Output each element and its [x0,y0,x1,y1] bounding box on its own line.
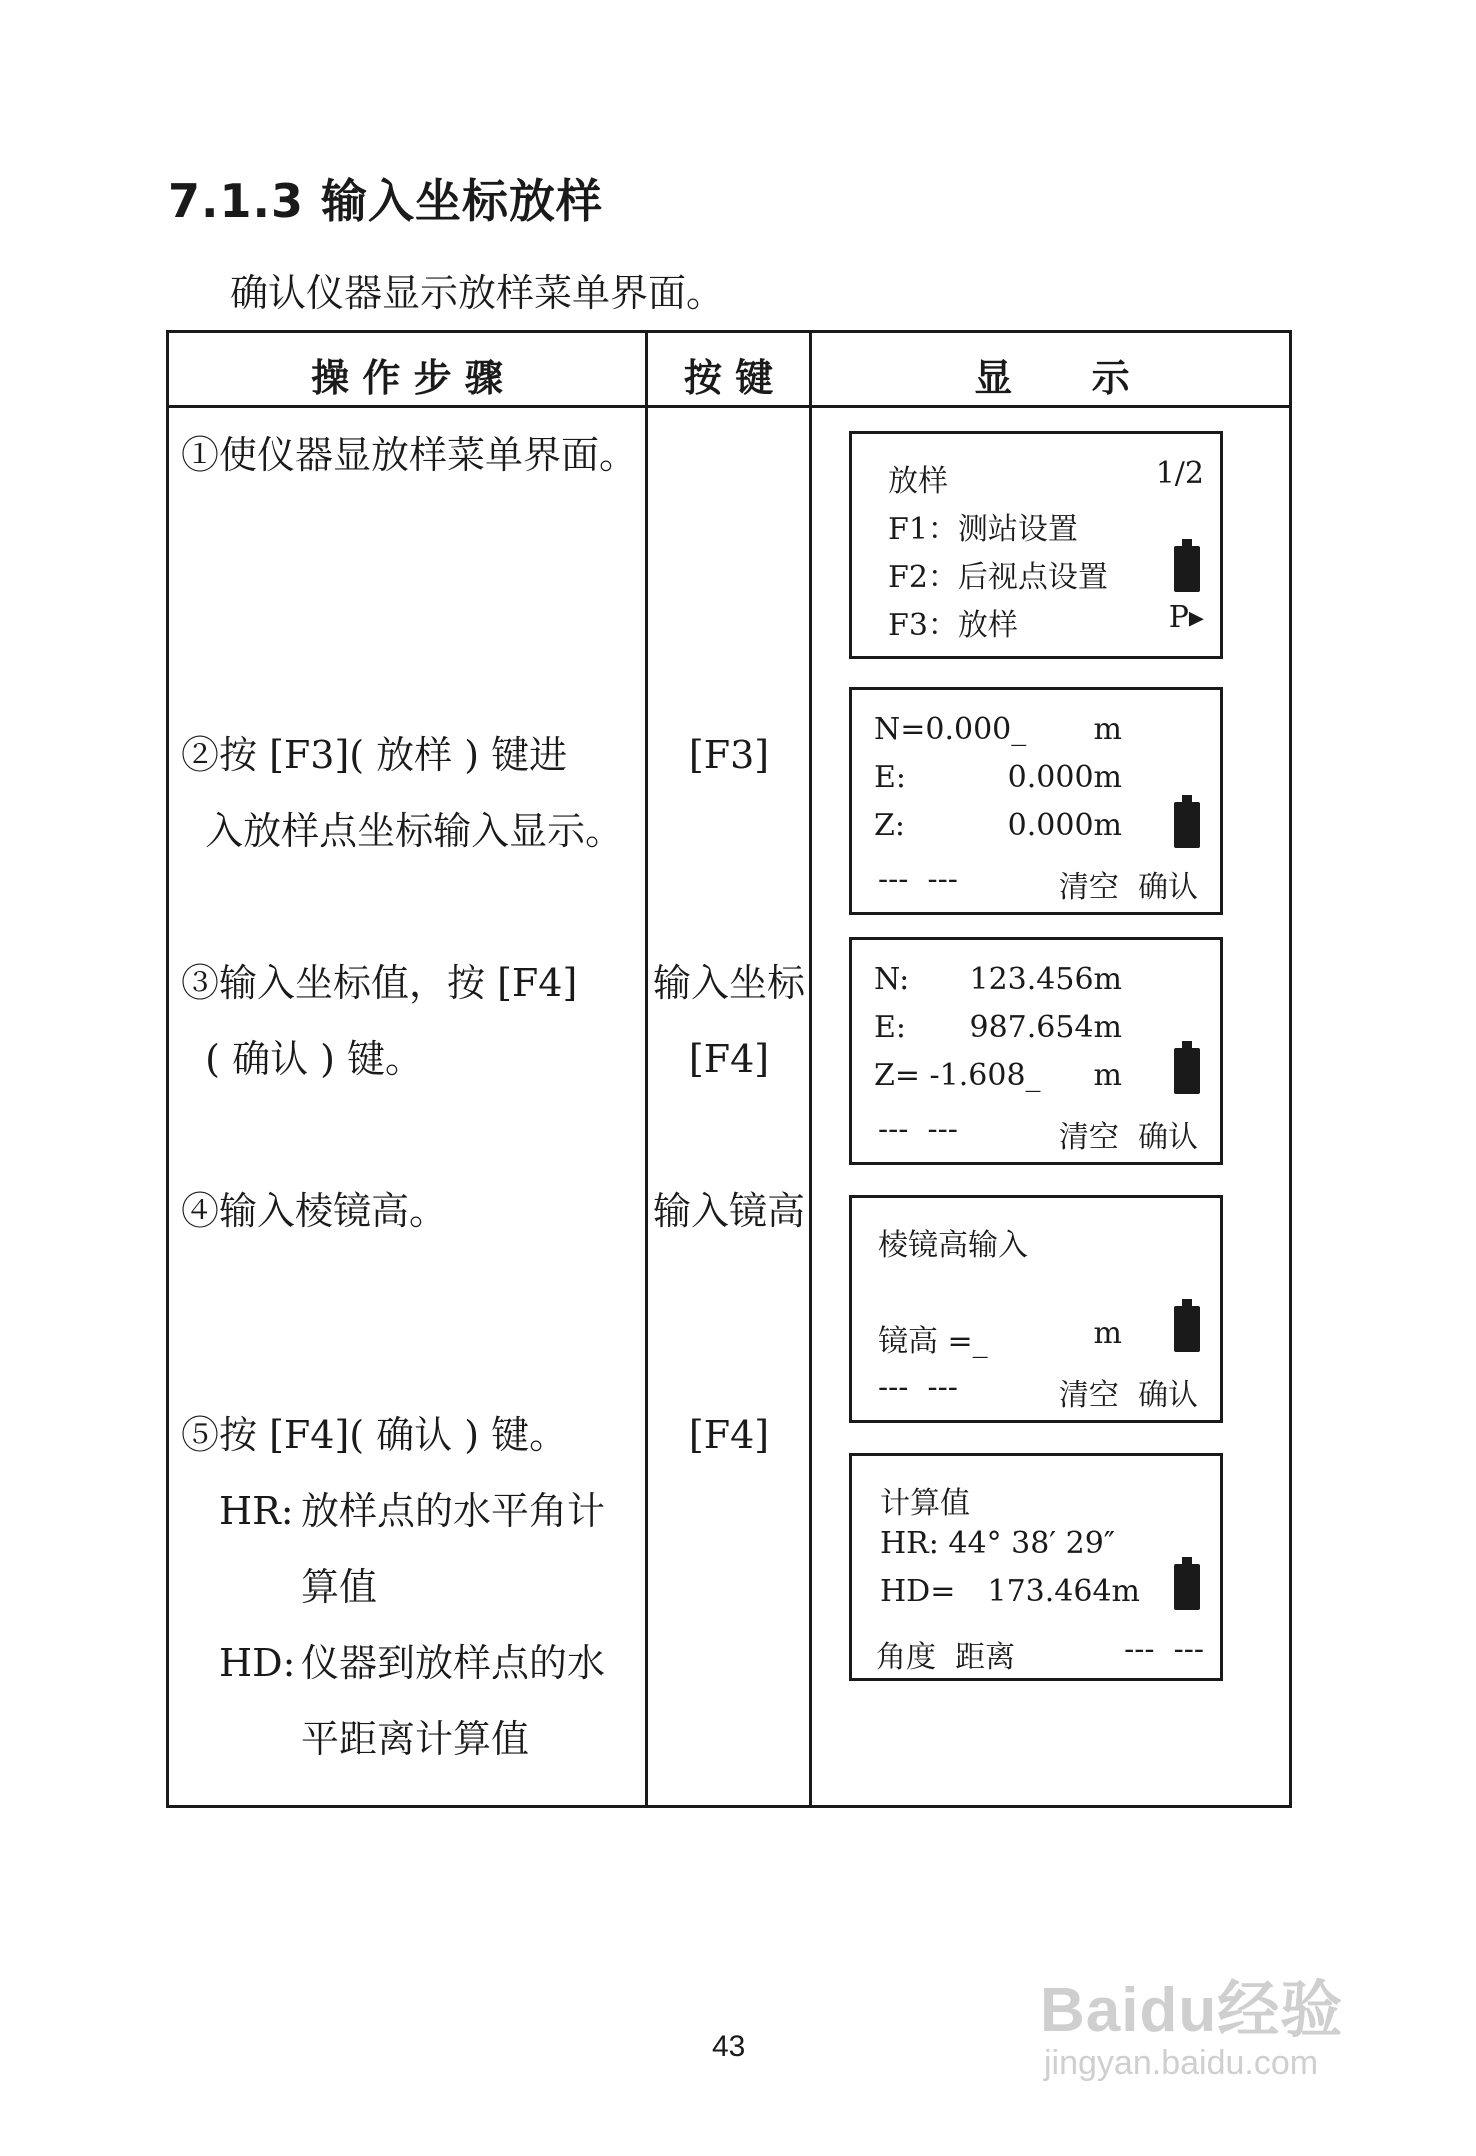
lcd-screen-coordinate-entered [849,937,1223,1165]
lcd-text: 0.000m [1007,808,1122,843]
note-hr-label: HR: [219,1489,294,1533]
procedure-table [166,330,1292,1808]
lcd-text: P▸ [1168,600,1204,635]
softkey-labels-left: 角度 距离 [876,1640,1016,1675]
lcd-text: HR: 44° 38′ 29″ [880,1526,1116,1561]
key-step-2: [F3] [688,733,770,777]
lcd-text: N: [874,962,910,997]
page-number: 43 [712,2030,746,2063]
lcd-text: 1/2 [1155,456,1204,491]
softkey-labels-right: 清空 确认 [1058,870,1198,905]
battery-icon [1174,1306,1200,1352]
step-5: ⑤按 [F4]( 确认 ) 键。 [181,1413,568,1457]
lcd-text: 123.456m [969,962,1122,997]
softkey-labels-right: 清空 确认 [1058,1378,1198,1413]
lcd-text: 987.654m [969,1010,1122,1045]
softkey-labels-left: --- --- [878,862,958,897]
lcd-text: 棱镜高输入 [878,1228,1028,1263]
header-keys: 按 键 [683,355,774,400]
lcd-text: m [1093,1316,1122,1351]
header-divider [169,405,1289,408]
battery-icon [1174,1564,1200,1610]
lcd-text: Z: [874,808,905,843]
lcd-text: 173.464m [987,1574,1140,1609]
lcd-text: Z= -1.608_ [874,1058,1041,1093]
header-steps: 操 作 步 骤 [311,355,503,400]
lcd-text: 0.000m [1007,760,1122,795]
lcd-text: N=0.000_ [874,712,1027,747]
lcd-text: HD= [880,1574,956,1609]
step-2-line-2: 入放样点坐标输入显示。 [181,809,624,853]
softkey-labels-right: 清空 确认 [1058,1120,1198,1155]
battery-icon [1174,802,1200,848]
intro-text: 确认仪器显示放样菜单界面。 [230,271,725,315]
lcd-text: E: [874,1010,907,1045]
key-step-3-line-2: [F4] [688,1037,770,1081]
note-hd-line-2: 平距离计算值 [301,1717,530,1761]
watermark-url: jingyan.baidu.com [1044,2044,1319,2082]
softkey-labels-left: --- --- [878,1112,958,1147]
softkey-labels-right: --- --- [1124,1632,1204,1667]
lcd-text: F1：测站设置 [888,512,1078,547]
step-3-line-1: ③输入坐标值，按 [F4] [181,961,578,1005]
step-4: ④输入棱镜高。 [181,1189,448,1233]
lcd-text: 放样 [888,464,948,499]
lcd-screen-prism-height [849,1195,1223,1423]
watermark-logo: Baidu经验 [1040,1976,1344,2045]
step-2-line-1: ②按 [F3]( 放样 ) 键进 [181,733,568,777]
softkey-labels-left: --- --- [878,1370,958,1405]
note-hd-line-1: 仪器到放样点的水 [301,1641,606,1685]
lcd-screen-stakeout-menu [849,431,1223,659]
section-heading: 7.1.3 输入坐标放样 [168,174,603,228]
header-display: 显 示 [974,355,1130,400]
lcd-text: 镜高 =_ [878,1324,988,1359]
step-1: ①使仪器显放样菜单界面。 [181,433,638,477]
note-hr-line-1: 放样点的水平角计 [301,1489,606,1533]
lcd-text: m [1093,712,1122,747]
key-step-4: 输入镜高 [652,1189,805,1233]
lcd-screen-calculated-values [849,1453,1223,1681]
lcd-text: 计算值 [880,1486,970,1521]
key-step-5: [F4] [688,1413,770,1457]
note-hr-line-2: 算值 [301,1565,378,1609]
lcd-text: F2：后视点设置 [888,560,1108,595]
lcd-text: m [1093,1058,1122,1093]
battery-icon [1174,1048,1200,1094]
battery-icon [1174,546,1200,592]
step-3-line-2: ( 确认 ) 键。 [181,1037,424,1081]
key-step-3-line-1: 输入坐标 [652,961,805,1005]
lcd-text: E: [874,760,907,795]
lcd-text: F3：放样 [888,608,1018,643]
baidu-watermark [1040,1960,1380,2090]
lcd-screen-coordinate-input [849,687,1223,915]
note-hd-label: HD: [219,1641,296,1685]
